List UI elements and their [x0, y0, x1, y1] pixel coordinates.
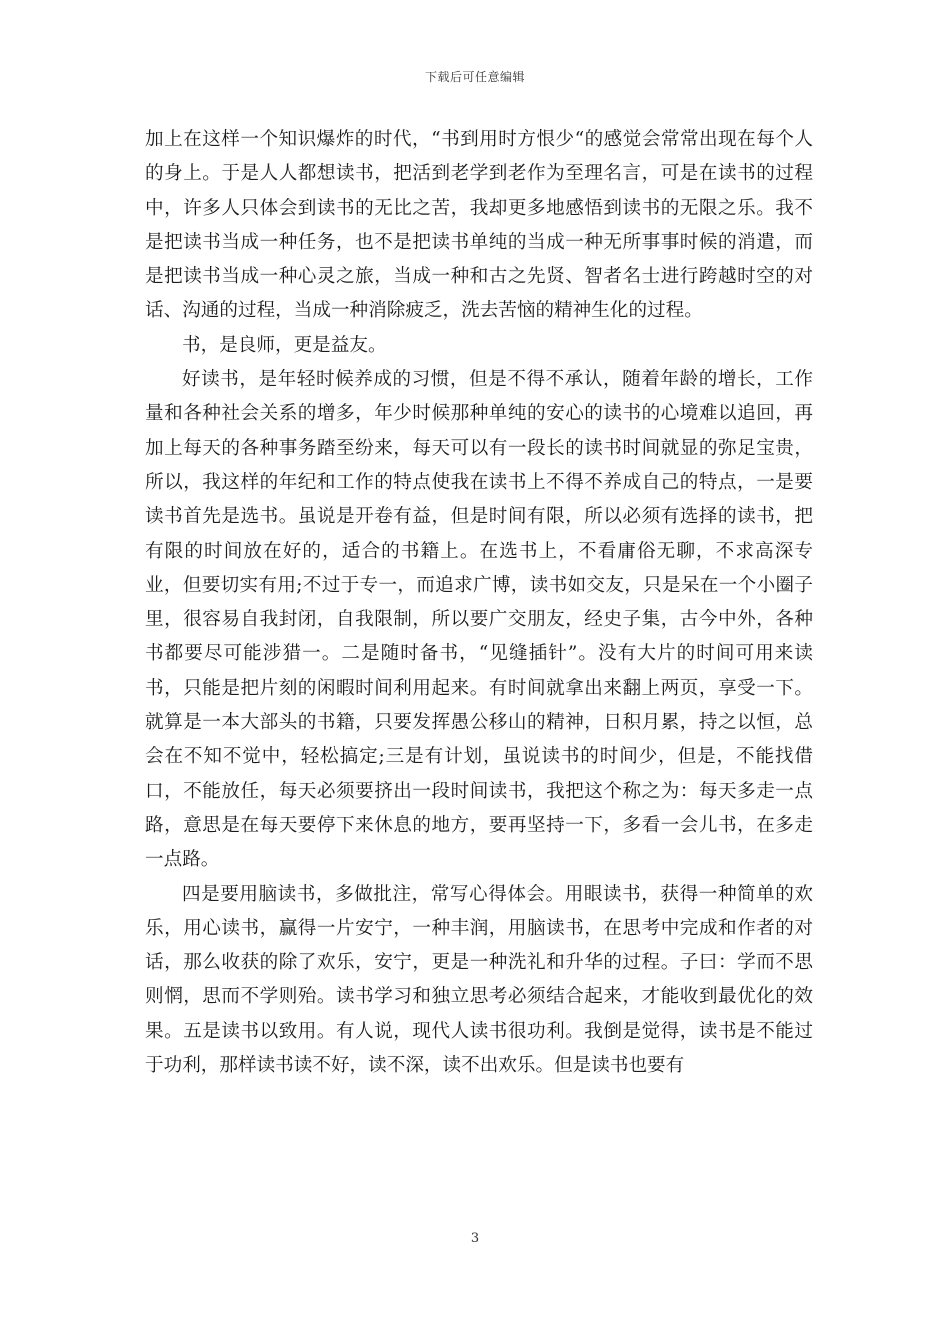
body-text	[145, 123, 813, 1083]
paragraph-3: 好读书，是年轻时候养成的习惯，但是不得不承认，随着年龄的增长，工作量和各种社会关系的增多，年少时候那种单纯的安心的读书的心境难以追回，再加上每天的各种事务踏至纷来，每天可以有一段长的读书时间就显的弥足宝贵，所以，我这样的年纪和工作的特点使我在读书上不得不养成自己的特点，一是要读书首先是选书。虽说是开卷有益，但是时间有限，所以必须有选择的读书，把有限的时间放在好的，适合的书籍上。在选书上，不看庸俗无聊，不求高深专业，但要切实有用;不过于专一，而追求广博，读书如交友，只是呆在一个小圈子里，很容易自我封闭，自我限制，所以要广交朋友，经史子集，古今中外，各种书都要尽可能涉猎一。二是随时备书，“见缝插针”。没有大片的时间可用来读书，只能是把片刻的闲暇时间利用起来。有时间就拿出来翻上两页，享受一下。就算是一本大部头的书籍，只要发挥愚公移山的精神，日积月累，持之以恒，总会在不知不觉中，轻松搞定;三是有计划，虽说读书的时间少，但是，不能找借口，不能放任，每天必须要挤出一段时间读书，我把这个称之为：每天多走一点路，意思是在每天要停下来休息的地方，要再坚持一下，多看一会儿书，在多走一点路。	[145, 369, 813, 871]
page-header: 下载后可任意编辑	[424, 70, 525, 84]
page-number: 3	[470, 1231, 480, 1246]
paragraph-4: 四是要用脑读书，多做批注，常写心得体会。用眼读书，获得一种简单的欢乐，用心读书，赢得一片安宁，一种丰润，用脑读书，在思考中完成和作者的对话，那么收获的除了欢乐，安宁，更是一种洗礼和升华的过程。子曰：学而不思则惘，思而不学则殆。读书学习和独立思考必须结合起来，才能收到最优化的效果。五是读书以致用。有人说，现代人读书很功利。我倒是觉得，读书是不能过于功利，那样读书读不好，读不深，读不出欢乐。但是读书也要有	[145, 883, 813, 1077]
paragraph-2: 书，是良师，更是益友。	[182, 334, 387, 356]
paragraph-1: 加上在这样一个知识爆炸的时代，“书到用时方恨少“的感觉会常常出现在每个人的身上。于是人人都想读书，把活到老学到老作为至理名言，可是在读书的过程中，许多人只体会到读书的无比之苦，我却更多地感悟到读书的无限之乐。我不是把读书当成一种任务，也不是把读书单纯的当成一种无所事事时候的消遣，而是把读书当成一种心灵之旅，当成一种和古之先贤、智者名士进行跨越时空的对话、沟通的过程，当成一种消除疲乏，洗去苦恼的精神生化的过程。	[145, 129, 813, 322]
